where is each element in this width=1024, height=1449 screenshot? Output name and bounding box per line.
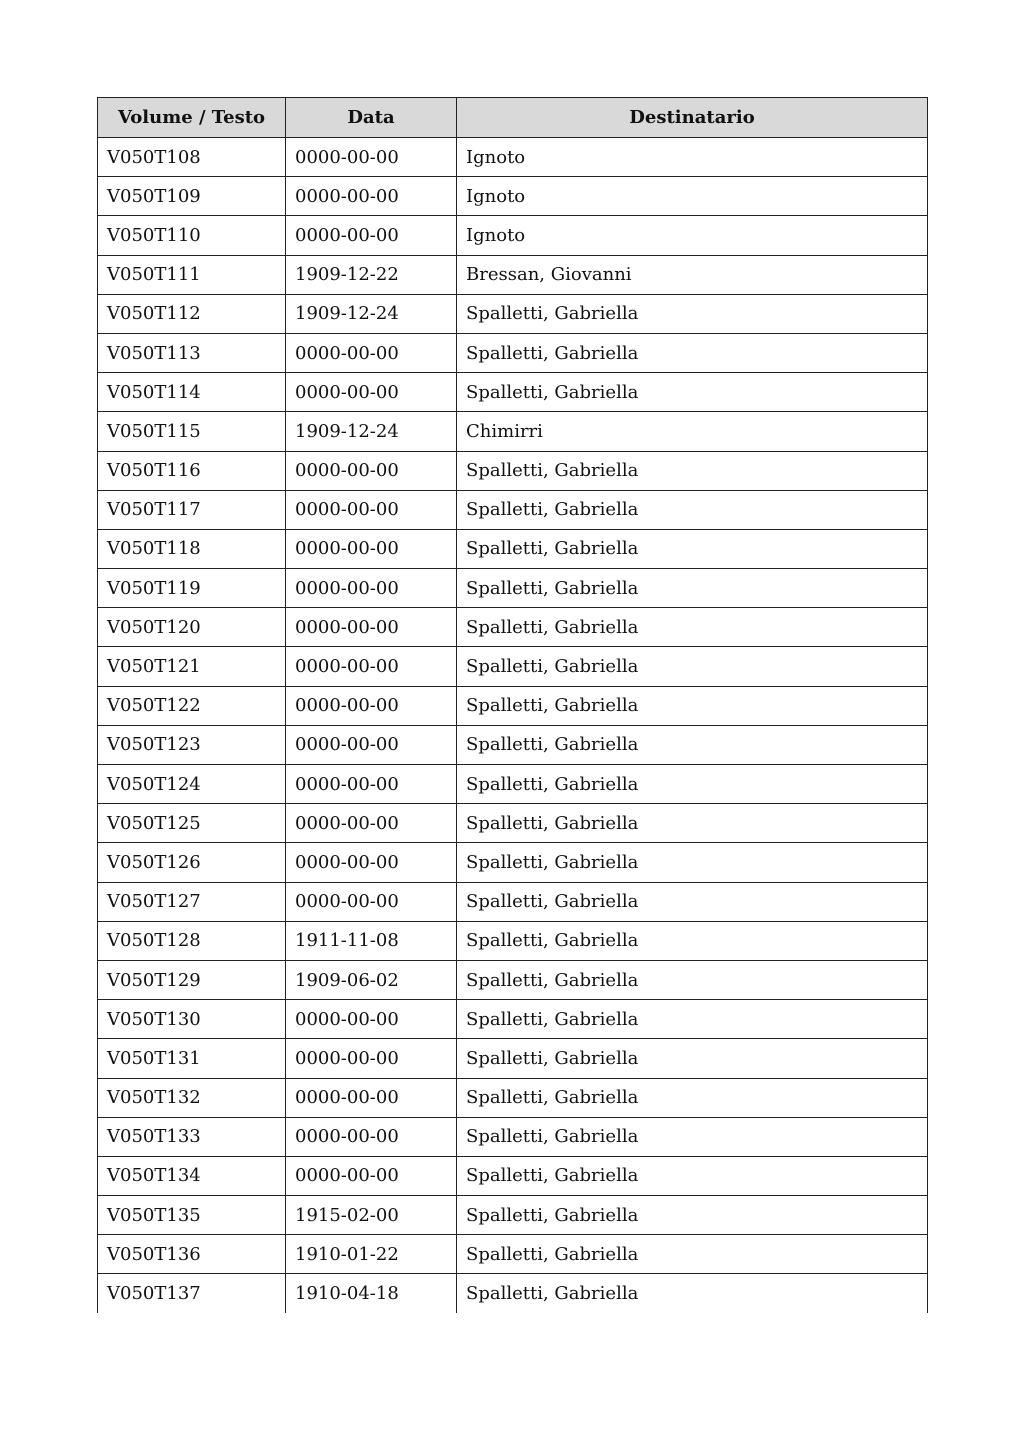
cell-destinatario: Spalletti, Gabriella [457, 373, 928, 412]
cell-volume-testo: V050T111 [98, 255, 286, 294]
cell-data: 1915-02-00 [286, 1196, 457, 1235]
table-row [98, 177, 928, 216]
table-row [98, 1156, 928, 1195]
table-row [98, 1078, 928, 1117]
cell-data: 1909-06-02 [286, 960, 457, 999]
cell-data: 1909-12-22 [286, 255, 457, 294]
table-body [98, 138, 928, 1313]
cell-destinatario: Spalletti, Gabriella [457, 333, 928, 372]
cell-volume-testo: V050T122 [98, 686, 286, 725]
cell-destinatario: Spalletti, Gabriella [457, 725, 928, 764]
table-header-row [98, 98, 928, 138]
cell-destinatario: Spalletti, Gabriella [457, 1235, 928, 1274]
cell-volume-testo: V050T126 [98, 843, 286, 882]
cell-data: 0000-00-00 [286, 451, 457, 490]
cell-volume-testo: V050T117 [98, 490, 286, 529]
table-row [98, 333, 928, 372]
table-row [98, 843, 928, 882]
header-destinatario: Destinatario [457, 98, 928, 138]
cell-destinatario: Spalletti, Gabriella [457, 490, 928, 529]
table-row [98, 1000, 928, 1039]
cell-data: 0000-00-00 [286, 725, 457, 764]
cell-data: 0000-00-00 [286, 1117, 457, 1156]
cell-destinatario: Spalletti, Gabriella [457, 1156, 928, 1195]
table-row [98, 569, 928, 608]
cell-destinatario: Spalletti, Gabriella [457, 686, 928, 725]
table-row [98, 725, 928, 764]
cell-volume-testo: V050T135 [98, 1196, 286, 1235]
cell-destinatario: Spalletti, Gabriella [457, 765, 928, 804]
cell-destinatario: Spalletti, Gabriella [457, 1000, 928, 1039]
cell-data: 0000-00-00 [286, 333, 457, 372]
cell-destinatario: Spalletti, Gabriella [457, 804, 928, 843]
cell-destinatario: Spalletti, Gabriella [457, 843, 928, 882]
cell-destinatario: Ignoto [457, 177, 928, 216]
cell-data: 1909-12-24 [286, 294, 457, 333]
table-row [98, 921, 928, 960]
cell-data: 0000-00-00 [286, 529, 457, 568]
cell-data: 0000-00-00 [286, 216, 457, 255]
cell-volume-testo: V050T137 [98, 1274, 286, 1313]
cell-destinatario: Spalletti, Gabriella [457, 1078, 928, 1117]
cell-volume-testo: V050T113 [98, 333, 286, 372]
cell-data: 0000-00-00 [286, 882, 457, 921]
cell-data: 0000-00-00 [286, 1000, 457, 1039]
cell-destinatario: Spalletti, Gabriella [457, 882, 928, 921]
cell-volume-testo: V050T131 [98, 1039, 286, 1078]
cell-volume-testo: V050T108 [98, 138, 286, 177]
cell-data: 1910-01-22 [286, 1235, 457, 1274]
cell-volume-testo: V050T120 [98, 608, 286, 647]
cell-data: 0000-00-00 [286, 177, 457, 216]
cell-volume-testo: V050T128 [98, 921, 286, 960]
table-row [98, 451, 928, 490]
cell-volume-testo: V050T116 [98, 451, 286, 490]
table-row [98, 216, 928, 255]
table-row [98, 529, 928, 568]
table-row [98, 882, 928, 921]
cell-volume-testo: V050T121 [98, 647, 286, 686]
cell-destinatario: Spalletti, Gabriella [457, 569, 928, 608]
cell-data: 0000-00-00 [286, 1156, 457, 1195]
table-row [98, 960, 928, 999]
cell-destinatario: Spalletti, Gabriella [457, 1117, 928, 1156]
table-row [98, 294, 928, 333]
cell-destinatario: Spalletti, Gabriella [457, 608, 928, 647]
header-data: Data [286, 98, 457, 138]
cell-volume-testo: V050T133 [98, 1117, 286, 1156]
table-row [98, 1274, 928, 1313]
cell-destinatario: Spalletti, Gabriella [457, 294, 928, 333]
cell-volume-testo: V050T114 [98, 373, 286, 412]
cell-data: 1910-04-18 [286, 1274, 457, 1313]
cell-volume-testo: V050T132 [98, 1078, 286, 1117]
cell-destinatario: Spalletti, Gabriella [457, 451, 928, 490]
cell-data: 0000-00-00 [286, 490, 457, 529]
cell-volume-testo: V050T124 [98, 765, 286, 804]
table-row [98, 412, 928, 451]
header-volume-testo: Volume / Testo [98, 98, 286, 138]
table-row [98, 255, 928, 294]
cell-destinatario: Spalletti, Gabriella [457, 1274, 928, 1313]
cell-volume-testo: V050T129 [98, 960, 286, 999]
cell-volume-testo: V050T130 [98, 1000, 286, 1039]
table-row [98, 1039, 928, 1078]
cell-destinatario: Ignoto [457, 216, 928, 255]
cell-data: 0000-00-00 [286, 843, 457, 882]
cell-destinatario: Spalletti, Gabriella [457, 529, 928, 568]
cell-destinatario: Spalletti, Gabriella [457, 960, 928, 999]
cell-volume-testo: V050T119 [98, 569, 286, 608]
cell-volume-testo: V050T123 [98, 725, 286, 764]
cell-volume-testo: V050T109 [98, 177, 286, 216]
cell-data: 0000-00-00 [286, 1078, 457, 1117]
table-row [98, 1196, 928, 1235]
cell-destinatario: Chimirri [457, 412, 928, 451]
cell-volume-testo: V050T118 [98, 529, 286, 568]
cell-data: 0000-00-00 [286, 647, 457, 686]
cell-data: 0000-00-00 [286, 608, 457, 647]
table-row [98, 804, 928, 843]
cell-destinatario: Spalletti, Gabriella [457, 1039, 928, 1078]
table-row [98, 765, 928, 804]
table-row [98, 608, 928, 647]
table-row [98, 138, 928, 177]
cell-destinatario: Spalletti, Gabriella [457, 1196, 928, 1235]
cell-data: 1909-12-24 [286, 412, 457, 451]
table-row [98, 1235, 928, 1274]
document-page [97, 97, 927, 1313]
cell-destinatario: Ignoto [457, 138, 928, 177]
cell-volume-testo: V050T136 [98, 1235, 286, 1274]
table-row [98, 647, 928, 686]
table-row [98, 373, 928, 412]
cell-data: 0000-00-00 [286, 804, 457, 843]
cell-volume-testo: V050T134 [98, 1156, 286, 1195]
letters-table [97, 97, 928, 1313]
cell-data: 0000-00-00 [286, 1039, 457, 1078]
cell-volume-testo: V050T115 [98, 412, 286, 451]
cell-data: 1911-11-08 [286, 921, 457, 960]
cell-data: 0000-00-00 [286, 686, 457, 725]
cell-data: 0000-00-00 [286, 765, 457, 804]
cell-volume-testo: V050T112 [98, 294, 286, 333]
cell-data: 0000-00-00 [286, 138, 457, 177]
table-row [98, 686, 928, 725]
cell-destinatario: Bressan, Giovanni [457, 255, 928, 294]
cell-destinatario: Spalletti, Gabriella [457, 921, 928, 960]
cell-destinatario: Spalletti, Gabriella [457, 647, 928, 686]
cell-volume-testo: V050T125 [98, 804, 286, 843]
cell-volume-testo: V050T110 [98, 216, 286, 255]
cell-volume-testo: V050T127 [98, 882, 286, 921]
table-row [98, 490, 928, 529]
table-row [98, 1117, 928, 1156]
cell-data: 0000-00-00 [286, 569, 457, 608]
cell-data: 0000-00-00 [286, 373, 457, 412]
